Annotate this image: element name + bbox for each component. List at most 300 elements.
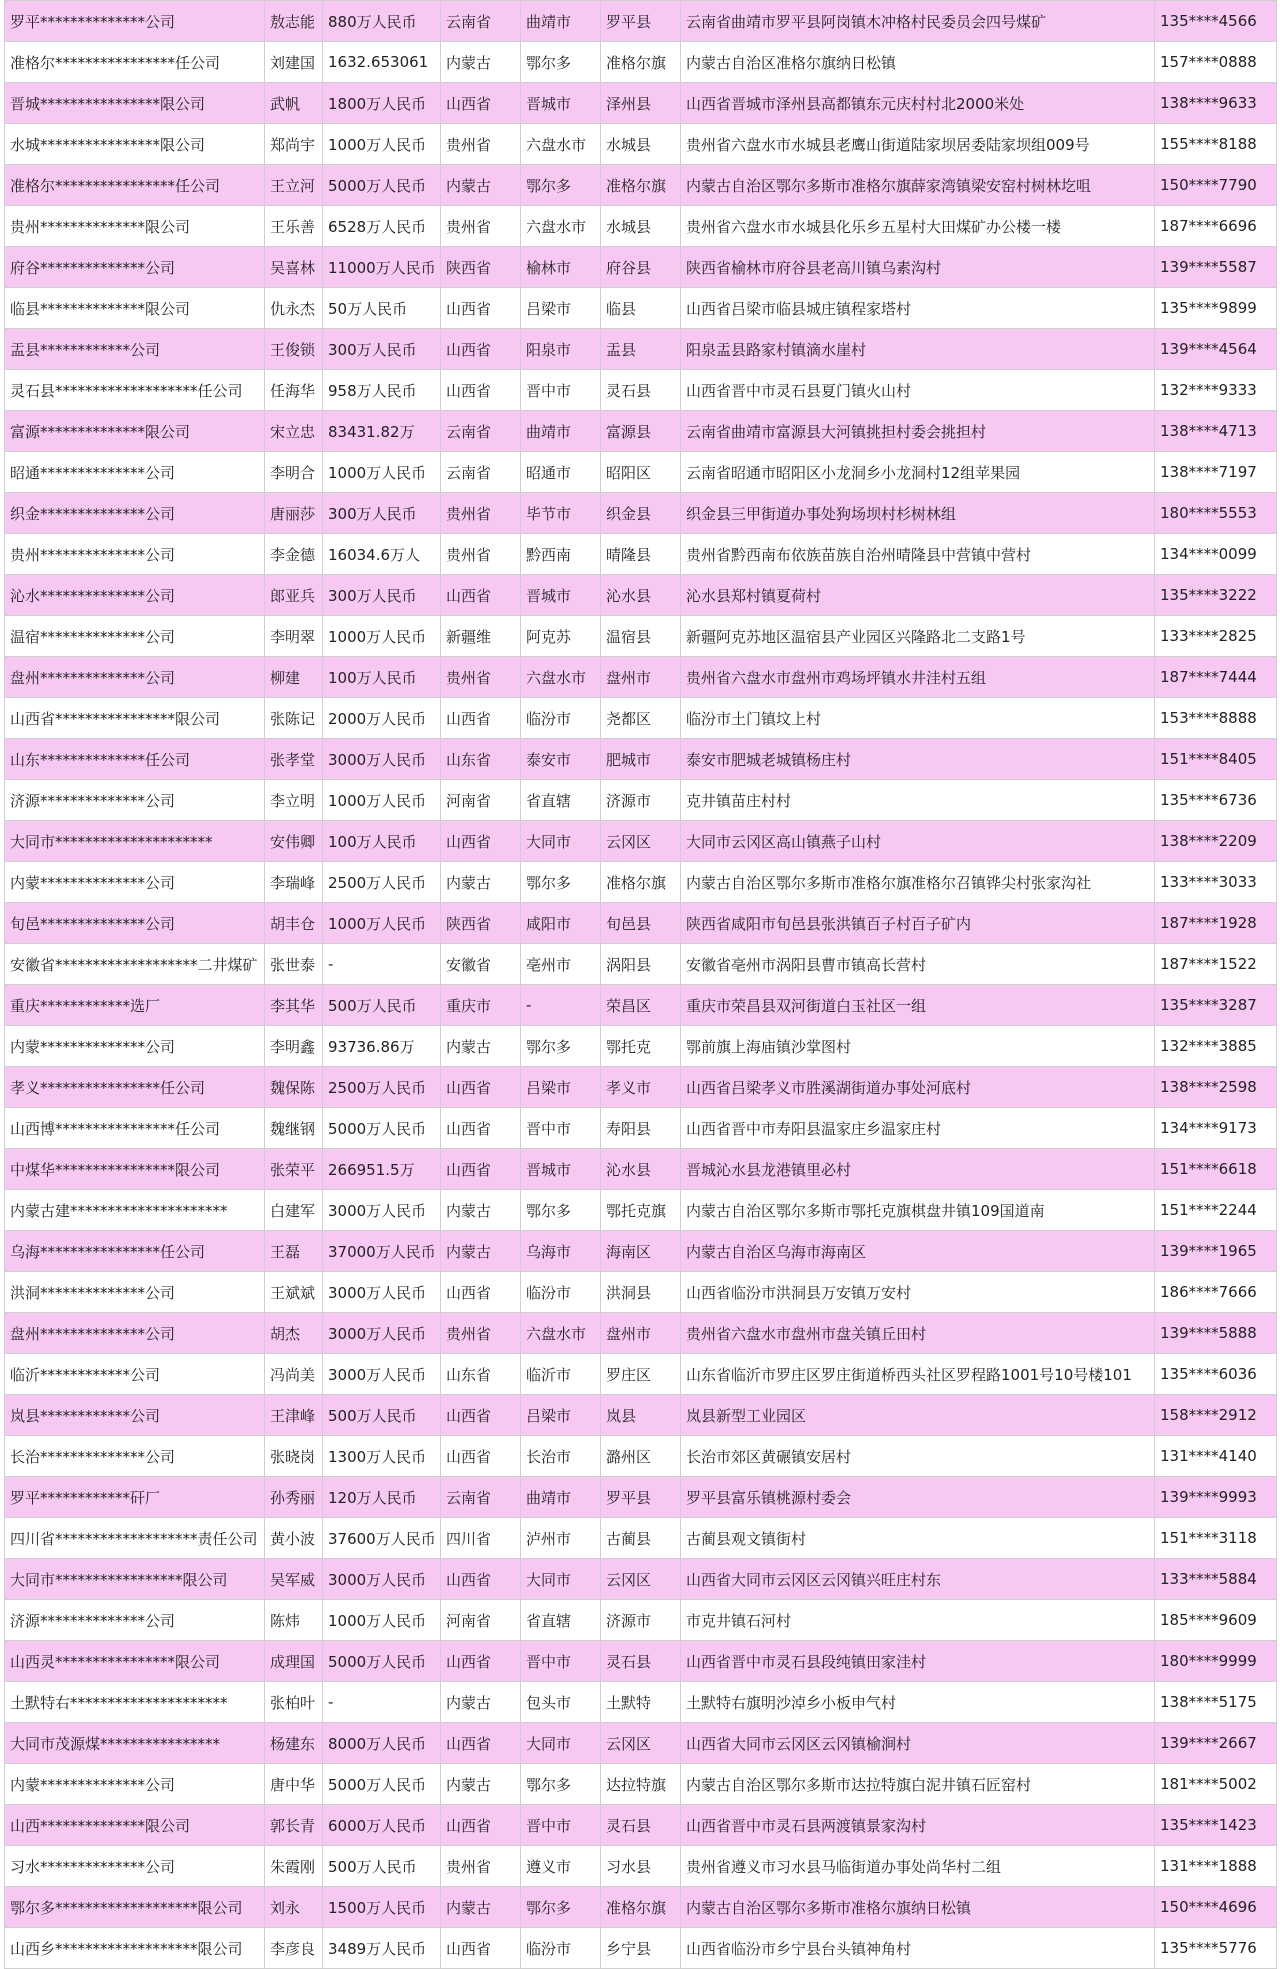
company-name-cell: 乌海****************任公司 [5,1231,265,1272]
city-cell: 六盘水市 [521,206,601,247]
phone-cell: 135****6736 [1155,780,1277,821]
city-cell: 曲靖市 [521,411,601,452]
county-cell: 云冈区 [601,821,681,862]
county-cell: 晴隆县 [601,534,681,575]
city-cell: 黔西南 [521,534,601,575]
county-cell: 孝义市 [601,1067,681,1108]
address-cell: 内蒙古自治区鄂尔多斯市准格尔旗准格尔召镇铧尖村张家沟社 [681,862,1155,903]
table-row [5,1,1277,42]
legal-person-cell: 冯尚美 [265,1354,323,1395]
legal-person-cell: 刘永 [265,1887,323,1928]
province-cell: 新疆维 [441,616,521,657]
county-cell: 尧都区 [601,698,681,739]
phone-cell: 187****1928 [1155,903,1277,944]
county-cell: 潞州区 [601,1436,681,1477]
legal-person-cell: 李明鑫 [265,1026,323,1067]
county-cell: 海南区 [601,1231,681,1272]
city-cell: 泰安市 [521,739,601,780]
address-cell: 云南省昭通市昭阳区小龙洞乡小龙洞村12组苹果园 [681,452,1155,493]
legal-person-cell: 柳建 [265,657,323,698]
county-cell: 肥城市 [601,739,681,780]
company-name-cell: 山西乡*******************限公司 [5,1928,265,1969]
legal-person-cell: 李明翠 [265,616,323,657]
company-name-cell: 织金**************公司 [5,493,265,534]
company-name-cell: 富源**************限公司 [5,411,265,452]
city-cell: 临汾市 [521,1272,601,1313]
province-cell: 山西省 [441,329,521,370]
company-name-cell: 济源**************公司 [5,1600,265,1641]
table-row [5,1559,1277,1600]
table-row [5,1231,1277,1272]
province-cell: 云南省 [441,411,521,452]
province-cell: 陕西省 [441,247,521,288]
legal-person-cell: 王乐善 [265,206,323,247]
city-cell: 咸阳市 [521,903,601,944]
province-cell: 贵州省 [441,534,521,575]
address-cell: 沁水县郑村镇夏荷村 [681,575,1155,616]
address-cell: 长治市郊区黄碾镇安居村 [681,1436,1155,1477]
phone-cell: 138****7197 [1155,452,1277,493]
company-name-cell: 盘州**************公司 [5,657,265,698]
phone-cell: 187****6696 [1155,206,1277,247]
phone-cell: 132****9333 [1155,370,1277,411]
phone-cell: 181****5002 [1155,1764,1277,1805]
address-cell: 山西省大同市云冈区云冈镇榆涧村 [681,1723,1155,1764]
legal-person-cell: 陈炜 [265,1600,323,1641]
legal-person-cell: 李其华 [265,985,323,1026]
city-cell: 阿克苏 [521,616,601,657]
province-cell: 山西省 [441,1723,521,1764]
table-row [5,1313,1277,1354]
county-cell: 沁水县 [601,575,681,616]
address-cell: 内蒙古自治区鄂尔多斯市鄂托克旗棋盘井镇109国道南 [681,1190,1155,1231]
table-row [5,42,1277,83]
registered-capital-cell: 958万人民币 [323,370,441,411]
company-name-cell: 府谷**************公司 [5,247,265,288]
phone-cell: 151****2244 [1155,1190,1277,1231]
city-cell: 吕梁市 [521,288,601,329]
address-cell: 贵州省黔西南布依族苗族自治州晴隆县中营镇中营村 [681,534,1155,575]
registered-capital-cell: 2000万人民币 [323,698,441,739]
legal-person-cell: 王斌斌 [265,1272,323,1313]
city-cell: 大同市 [521,821,601,862]
province-cell: 内蒙古 [441,165,521,206]
registered-capital-cell: 266951.5万 [323,1149,441,1190]
table-row [5,411,1277,452]
city-cell: 晋城市 [521,83,601,124]
province-cell: 山西省 [441,1559,521,1600]
city-cell: 阳泉市 [521,329,601,370]
city-cell: 临汾市 [521,698,601,739]
company-name-cell: 内蒙**************公司 [5,862,265,903]
city-cell: 吕梁市 [521,1067,601,1108]
phone-cell: 135****1423 [1155,1805,1277,1846]
company-name-cell: 内蒙**************公司 [5,1764,265,1805]
phone-cell: 139****5587 [1155,247,1277,288]
county-cell: 鄂托克 [601,1026,681,1067]
address-cell: 云南省曲靖市富源县大河镇挑担村委会挑担村 [681,411,1155,452]
table-row [5,944,1277,985]
province-cell: 山西省 [441,1436,521,1477]
city-cell: 省直辖 [521,780,601,821]
table-row [5,1600,1277,1641]
address-cell: 山西省晋城市泽州县高都镇东元庆村村北2000米处 [681,83,1155,124]
table-row [5,985,1277,1026]
table-row [5,1395,1277,1436]
company-name-cell: 罗平**************公司 [5,1,265,42]
address-cell: 市克井镇石河村 [681,1600,1155,1641]
phone-cell: 138****9633 [1155,83,1277,124]
registered-capital-cell: 1000万人民币 [323,780,441,821]
legal-person-cell: 安伟卿 [265,821,323,862]
registered-capital-cell: 83431.82万 [323,411,441,452]
county-cell: 沁水县 [601,1149,681,1190]
county-cell: 临县 [601,288,681,329]
legal-person-cell: 胡丰仓 [265,903,323,944]
province-cell: 贵州省 [441,493,521,534]
province-cell: 山西省 [441,1108,521,1149]
address-cell: 内蒙古自治区鄂尔多斯市准格尔旗薛家湾镇梁安窑村树林圪咀 [681,165,1155,206]
city-cell: 昭通市 [521,452,601,493]
table-row [5,1067,1277,1108]
table-row [5,329,1277,370]
table-row [5,165,1277,206]
county-cell: 岚县 [601,1395,681,1436]
county-cell: 罗平县 [601,1,681,42]
province-cell: 山西省 [441,288,521,329]
address-cell: 山东省临沂市罗庄区罗庄街道桥西头社区罗程路1001号10号楼101 [681,1354,1155,1395]
province-cell: 贵州省 [441,206,521,247]
company-name-cell: 济源**************公司 [5,780,265,821]
city-cell: 晋中市 [521,1641,601,1682]
legal-person-cell: 孙秀丽 [265,1477,323,1518]
address-cell: 贵州省六盘水市水城县化乐乡五星村大田煤矿办公楼一楼 [681,206,1155,247]
address-cell: 岚县新型工业园区 [681,1395,1155,1436]
address-cell: 山西省晋中市寿阳县温家庄乡温家庄村 [681,1108,1155,1149]
table-row [5,83,1277,124]
address-cell: 贵州省六盘水市水城县老鹰山街道陆家坝居委陆家坝组009号 [681,124,1155,165]
registered-capital-cell: 3000万人民币 [323,1559,441,1600]
province-cell: 四川省 [441,1518,521,1559]
registered-capital-cell: 100万人民币 [323,657,441,698]
legal-person-cell: 王津峰 [265,1395,323,1436]
company-name-cell: 山西省****************限公司 [5,698,265,739]
city-cell: 临沂市 [521,1354,601,1395]
city-cell: 临汾市 [521,1928,601,1969]
address-cell: 克井镇苗庄村村 [681,780,1155,821]
county-cell: 云冈区 [601,1559,681,1600]
address-cell: 新疆阿克苏地区温宿县产业园区兴隆路北二支路1号 [681,616,1155,657]
table-row [5,1354,1277,1395]
registered-capital-cell: 300万人民币 [323,329,441,370]
phone-cell: 135****4566 [1155,1,1277,42]
phone-cell: 151****3118 [1155,1518,1277,1559]
phone-cell: 133****5884 [1155,1559,1277,1600]
county-cell: 织金县 [601,493,681,534]
table-row [5,903,1277,944]
registered-capital-cell: 880万人民币 [323,1,441,42]
phone-cell: 180****5553 [1155,493,1277,534]
city-cell: 晋城市 [521,575,601,616]
company-name-cell: 昭通**************公司 [5,452,265,493]
registered-capital-cell: 500万人民币 [323,1846,441,1887]
county-cell: 乡宁县 [601,1928,681,1969]
table-row [5,1887,1277,1928]
registered-capital-cell: 2500万人民币 [323,862,441,903]
address-cell: 内蒙古自治区准格尔旗纳日松镇 [681,42,1155,83]
legal-person-cell: 张荣平 [265,1149,323,1190]
table-row [5,1518,1277,1559]
table-row [5,206,1277,247]
province-cell: 陕西省 [441,903,521,944]
address-cell: 山西省临汾市乡宁县台头镇神角村 [681,1928,1155,1969]
address-cell: 山西省晋中市灵石县夏门镇火山村 [681,370,1155,411]
registered-capital-cell: 3000万人民币 [323,1313,441,1354]
registered-capital-cell: 37000万人民币 [323,1231,441,1272]
address-cell: 内蒙古自治区鄂尔多斯市准格尔旗纳日松镇 [681,1887,1155,1928]
province-cell: 河南省 [441,1600,521,1641]
phone-cell: 134****9173 [1155,1108,1277,1149]
company-name-cell: 洪洞**************公司 [5,1272,265,1313]
province-cell: 山西省 [441,1149,521,1190]
address-cell: 古蔺县观文镇街村 [681,1518,1155,1559]
registered-capital-cell: 2500万人民币 [323,1067,441,1108]
registered-capital-cell: 1500万人民币 [323,1887,441,1928]
city-cell: 榆林市 [521,247,601,288]
city-cell: 晋中市 [521,1805,601,1846]
company-name-cell: 旬邑**************公司 [5,903,265,944]
company-name-cell: 罗平************矸厂 [5,1477,265,1518]
company-name-cell: 鄂尔多*******************限公司 [5,1887,265,1928]
address-cell: 山西省晋中市灵石县段纯镇田家洼村 [681,1641,1155,1682]
city-cell: 晋中市 [521,1108,601,1149]
table-row [5,124,1277,165]
company-name-cell: 土默特右********************* [5,1682,265,1723]
legal-person-cell: 张晓岗 [265,1436,323,1477]
address-cell: 陕西省咸阳市旬邑县张洪镇百子村百子矿内 [681,903,1155,944]
legal-person-cell: 吴喜林 [265,247,323,288]
company-name-cell: 灵石县*******************任公司 [5,370,265,411]
table-row [5,1272,1277,1313]
table-body [5,1,1277,1969]
city-cell: 鄂尔多 [521,165,601,206]
registered-capital-cell: 500万人民币 [323,985,441,1026]
legal-person-cell: 朱霞刚 [265,1846,323,1887]
address-cell: 云南省曲靖市罗平县阿岗镇木冲格村民委员会四号煤矿 [681,1,1155,42]
county-cell: 旬邑县 [601,903,681,944]
company-name-cell: 中煤华****************限公司 [5,1149,265,1190]
province-cell: 内蒙古 [441,42,521,83]
registered-capital-cell: 50万人民币 [323,288,441,329]
registered-capital-cell: 16034.6万人 [323,534,441,575]
city-cell: 鄂尔多 [521,1887,601,1928]
province-cell: 山西省 [441,1395,521,1436]
county-cell: 盂县 [601,329,681,370]
province-cell: 云南省 [441,1477,521,1518]
address-cell: 织金县三甲街道办事处狗场坝村杉树林组 [681,493,1155,534]
city-cell: 晋城市 [521,1149,601,1190]
registered-capital-cell: 5000万人民币 [323,1764,441,1805]
county-cell: 罗平县 [601,1477,681,1518]
legal-person-cell: 杨建东 [265,1723,323,1764]
address-cell: 阳泉盂县路家村镇滴水崖村 [681,329,1155,370]
registered-capital-cell: 37600万人民币 [323,1518,441,1559]
company-name-cell: 山西博****************任公司 [5,1108,265,1149]
phone-cell: 158****2912 [1155,1395,1277,1436]
city-cell: 毕节市 [521,493,601,534]
phone-cell: 139****9993 [1155,1477,1277,1518]
phone-cell: 133****3033 [1155,862,1277,903]
county-cell: 达拉特旗 [601,1764,681,1805]
legal-person-cell: 刘建国 [265,42,323,83]
city-cell: 六盘水市 [521,1313,601,1354]
province-cell: 重庆市 [441,985,521,1026]
county-cell: 准格尔旗 [601,1887,681,1928]
phone-cell: 133****2825 [1155,616,1277,657]
table-row [5,698,1277,739]
county-cell: 水城县 [601,206,681,247]
phone-cell: 134****0099 [1155,534,1277,575]
registered-capital-cell: 3000万人民币 [323,1190,441,1231]
registered-capital-cell: 5000万人民币 [323,1641,441,1682]
legal-person-cell: 仇永杰 [265,288,323,329]
registered-capital-cell: 300万人民币 [323,575,441,616]
address-cell: 内蒙古自治区乌海市海南区 [681,1231,1155,1272]
legal-person-cell: 张世泰 [265,944,323,985]
province-cell: 云南省 [441,452,521,493]
legal-person-cell: 唐丽莎 [265,493,323,534]
address-cell: 贵州省六盘水市盘州市盘关镇丘田村 [681,1313,1155,1354]
legal-person-cell: 郑尚宇 [265,124,323,165]
county-cell: 涡阳县 [601,944,681,985]
county-cell: 准格尔旗 [601,862,681,903]
city-cell: 曲靖市 [521,1477,601,1518]
legal-person-cell: 宋立忠 [265,411,323,452]
county-cell: 古蔺县 [601,1518,681,1559]
province-cell: 贵州省 [441,1313,521,1354]
registered-capital-cell: 11000万人民币 [323,247,441,288]
table-row [5,1149,1277,1190]
table-row [5,247,1277,288]
table-row [5,1436,1277,1477]
company-name-cell: 习水**************公司 [5,1846,265,1887]
legal-person-cell: 成理国 [265,1641,323,1682]
county-cell: 灵石县 [601,1641,681,1682]
company-name-cell: 贵州**************限公司 [5,206,265,247]
county-cell: 鄂托克旗 [601,1190,681,1231]
city-cell: 曲靖市 [521,1,601,42]
province-cell: 山东省 [441,739,521,780]
registered-capital-cell: 1300万人民币 [323,1436,441,1477]
phone-cell: 135****6036 [1155,1354,1277,1395]
phone-cell: 131****1888 [1155,1846,1277,1887]
city-cell: 大同市 [521,1559,601,1600]
address-cell: 内蒙古自治区鄂尔多斯市达拉特旗白泥井镇石匠窑村 [681,1764,1155,1805]
province-cell: 内蒙古 [441,1190,521,1231]
legal-person-cell: 王磊 [265,1231,323,1272]
province-cell: 山西省 [441,370,521,411]
province-cell: 贵州省 [441,1846,521,1887]
province-cell: 内蒙古 [441,1231,521,1272]
city-cell: 鄂尔多 [521,42,601,83]
legal-person-cell: 魏保陈 [265,1067,323,1108]
city-cell: 包头市 [521,1682,601,1723]
province-cell: 山西省 [441,1805,521,1846]
province-cell: 贵州省 [441,657,521,698]
phone-cell: 135****3287 [1155,985,1277,1026]
company-name-cell: 四川省*******************责任公司 [5,1518,265,1559]
phone-cell: 155****8188 [1155,124,1277,165]
company-name-cell: 岚县************公司 [5,1395,265,1436]
company-name-cell: 山东**************任公司 [5,739,265,780]
legal-person-cell: 郭长青 [265,1805,323,1846]
city-cell: 长治市 [521,1436,601,1477]
phone-cell: 138****5175 [1155,1682,1277,1723]
province-cell: 内蒙古 [441,1887,521,1928]
registered-capital-cell: 1000万人民币 [323,903,441,944]
registered-capital-cell: 500万人民币 [323,1395,441,1436]
company-name-cell: 盂县************公司 [5,329,265,370]
registered-capital-cell: 93736.86万 [323,1026,441,1067]
registered-capital-cell: 3000万人民币 [323,1354,441,1395]
phone-cell: 138****2209 [1155,821,1277,862]
phone-cell: 139****5888 [1155,1313,1277,1354]
county-cell: 准格尔旗 [601,42,681,83]
legal-person-cell: 李金德 [265,534,323,575]
table-row [5,1477,1277,1518]
registered-capital-cell: 8000万人民币 [323,1723,441,1764]
county-cell: 荣昌区 [601,985,681,1026]
registered-capital-cell: 300万人民币 [323,493,441,534]
address-cell: 贵州省六盘水市盘州市鸡场坪镇水井洼村五组 [681,657,1155,698]
table-row [5,575,1277,616]
legal-person-cell: 郎亚兵 [265,575,323,616]
address-cell: 山西省吕梁市临县城庄镇程家塔村 [681,288,1155,329]
legal-person-cell: 唐中华 [265,1764,323,1805]
province-cell: 山西省 [441,83,521,124]
county-cell: 灵石县 [601,1805,681,1846]
company-name-cell: 重庆************选厂 [5,985,265,1026]
phone-cell: 138****4713 [1155,411,1277,452]
county-cell: 济源市 [601,780,681,821]
table-row [5,1682,1277,1723]
legal-person-cell: 胡杰 [265,1313,323,1354]
legal-person-cell: 李立明 [265,780,323,821]
county-cell: 温宿县 [601,616,681,657]
province-cell: 贵州省 [441,124,521,165]
province-cell: 山东省 [441,1354,521,1395]
registered-capital-cell: 1800万人民币 [323,83,441,124]
legal-person-cell: 李明合 [265,452,323,493]
legal-person-cell: 吴军威 [265,1559,323,1600]
county-cell: 土默特 [601,1682,681,1723]
company-name-cell: 贵州**************公司 [5,534,265,575]
table-row [5,1723,1277,1764]
city-cell: 遵义市 [521,1846,601,1887]
county-cell: 准格尔旗 [601,165,681,206]
registered-capital-cell: 1000万人民币 [323,452,441,493]
city-cell: 六盘水市 [521,124,601,165]
table-row [5,739,1277,780]
province-cell: 山西省 [441,1272,521,1313]
company-name-cell: 准格尔****************任公司 [5,165,265,206]
table-row [5,1108,1277,1149]
phone-cell: 135****5776 [1155,1928,1277,1969]
legal-person-cell: 魏继钢 [265,1108,323,1149]
table-row [5,1805,1277,1846]
province-cell: 内蒙古 [441,862,521,903]
city-cell: 大同市 [521,1723,601,1764]
